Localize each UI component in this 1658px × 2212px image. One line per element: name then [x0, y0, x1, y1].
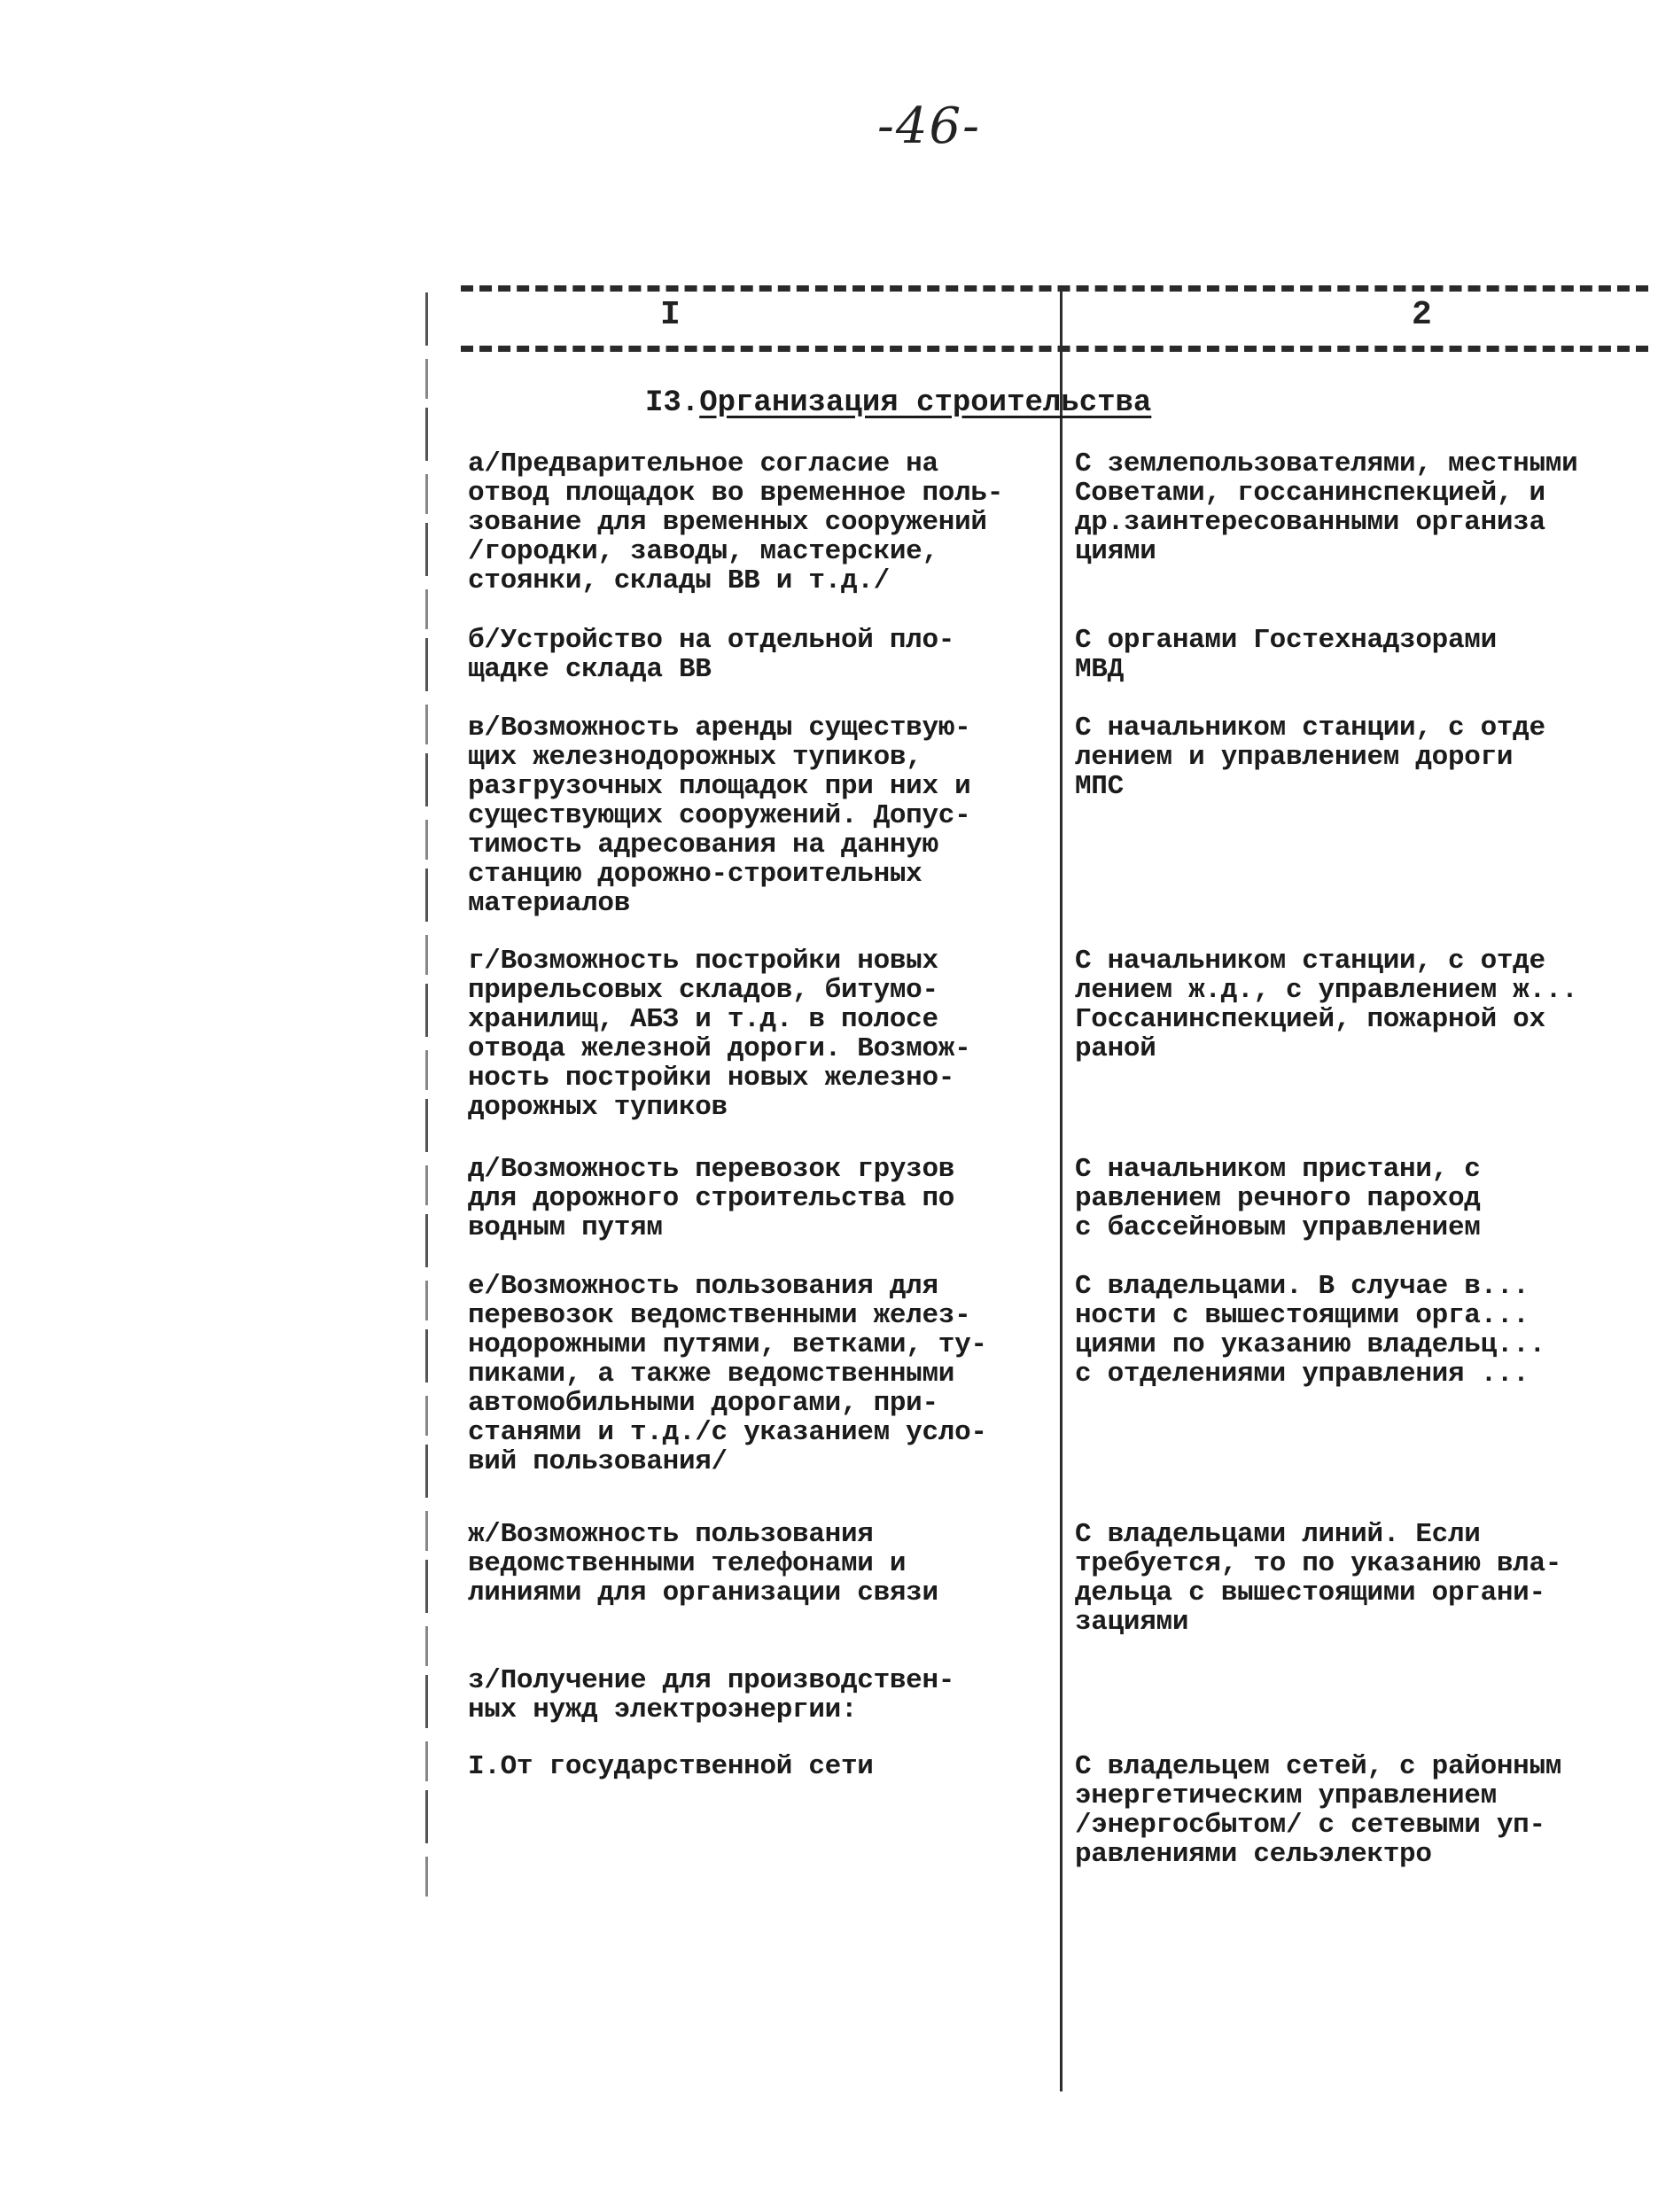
row-e-agency: С владельцами. В случае в... ности с вышестоящими орга... циями по указанию владельц... с отделениями управления ... — [1075, 1271, 1545, 1390]
row-b-requirement: б/Устройство на отдельной пло- щадке склада ВВ — [468, 625, 955, 685]
row-zh-agency: С владельцами линий. Если требуется, то по указанию вла- дельца с вышестоящими органи- зациями — [1075, 1519, 1562, 1638]
row-v-requirement: в/Возможность аренды существую- щих железнодорожных тупиков, разгрузочных площадок при них и существующих сооружений. Допус- тимость адресования на данную станцию дорожно-строительных материалов — [468, 713, 971, 919]
table-header-bottom-rule — [461, 346, 1648, 352]
column-divider — [1060, 288, 1063, 2091]
row-d-requirement: д/Возможность перевозок грузов для дорожного строительства по водным путям — [468, 1154, 955, 1243]
section-title — [645, 386, 1151, 420]
section-title-number: I3. — [645, 386, 700, 420]
row-g-agency: С начальником станции, с отде лением ж.д., с управлением ж... Госсанинспекцией, пожарной ох раной — [1075, 946, 1578, 1064]
row-g-requirement: г/Возможность постройки новых прирельсовых складов, битумо- хранилищ, АБЗ и т.д. в полосе отвода железной дороги. Возмож- ность постройки новых железно- дорожных тупиков — [468, 946, 971, 1123]
row-z1-agency: С владельцем сетей, с районным энергетическим управлением /энергосбытом/ с сетевыми уп- равлениями сельэлектро — [1075, 1751, 1562, 1870]
row-z1-requirement: I.От государственной сети — [468, 1751, 874, 1782]
column-header-2: 2 — [1412, 296, 1432, 334]
page-number: -46- — [877, 97, 982, 155]
row-e-requirement: е/Возможность пользования для перевозок ведомственными желез- нодорожными путями, ветками, ту- пиками, а также ведомственными автомобильными дорогами, при- станями и т.д./с указанием усло- вий пользования/ — [468, 1271, 987, 1477]
table-header-top-rule — [461, 285, 1648, 292]
row-v-agency: С начальником станции, с отде лением и управлением дороги МПС — [1075, 713, 1545, 802]
row-zh-requirement: ж/Возможность пользования ведомственными телефонами и линиями для организации связи — [468, 1519, 938, 1608]
row-d-agency: С начальником пристани, с равлением речного пароход с бассейновым управлением — [1075, 1154, 1481, 1243]
column-header-1: I — [660, 296, 681, 334]
row-a-requirement: а/Предварительное согласие на отвод площадок во временное поль- зование для временных сооружений /городки, заводы, мастерские, стоянки, склады ВВ и т.д./ — [468, 448, 1004, 596]
row-z-requirement: з/Получение для производствен- ных нужд электроэнергии: — [468, 1665, 955, 1725]
row-b-agency: С органами Гостехнадзорами МВД — [1075, 625, 1497, 685]
row-a-agency: С землепользователями, местными Советами, госсанинспекцией, и др.заинтересованными организа циями — [1075, 448, 1578, 567]
section-title-text: Организация строительства — [699, 386, 1152, 420]
left-margin-rule — [425, 292, 428, 1905]
